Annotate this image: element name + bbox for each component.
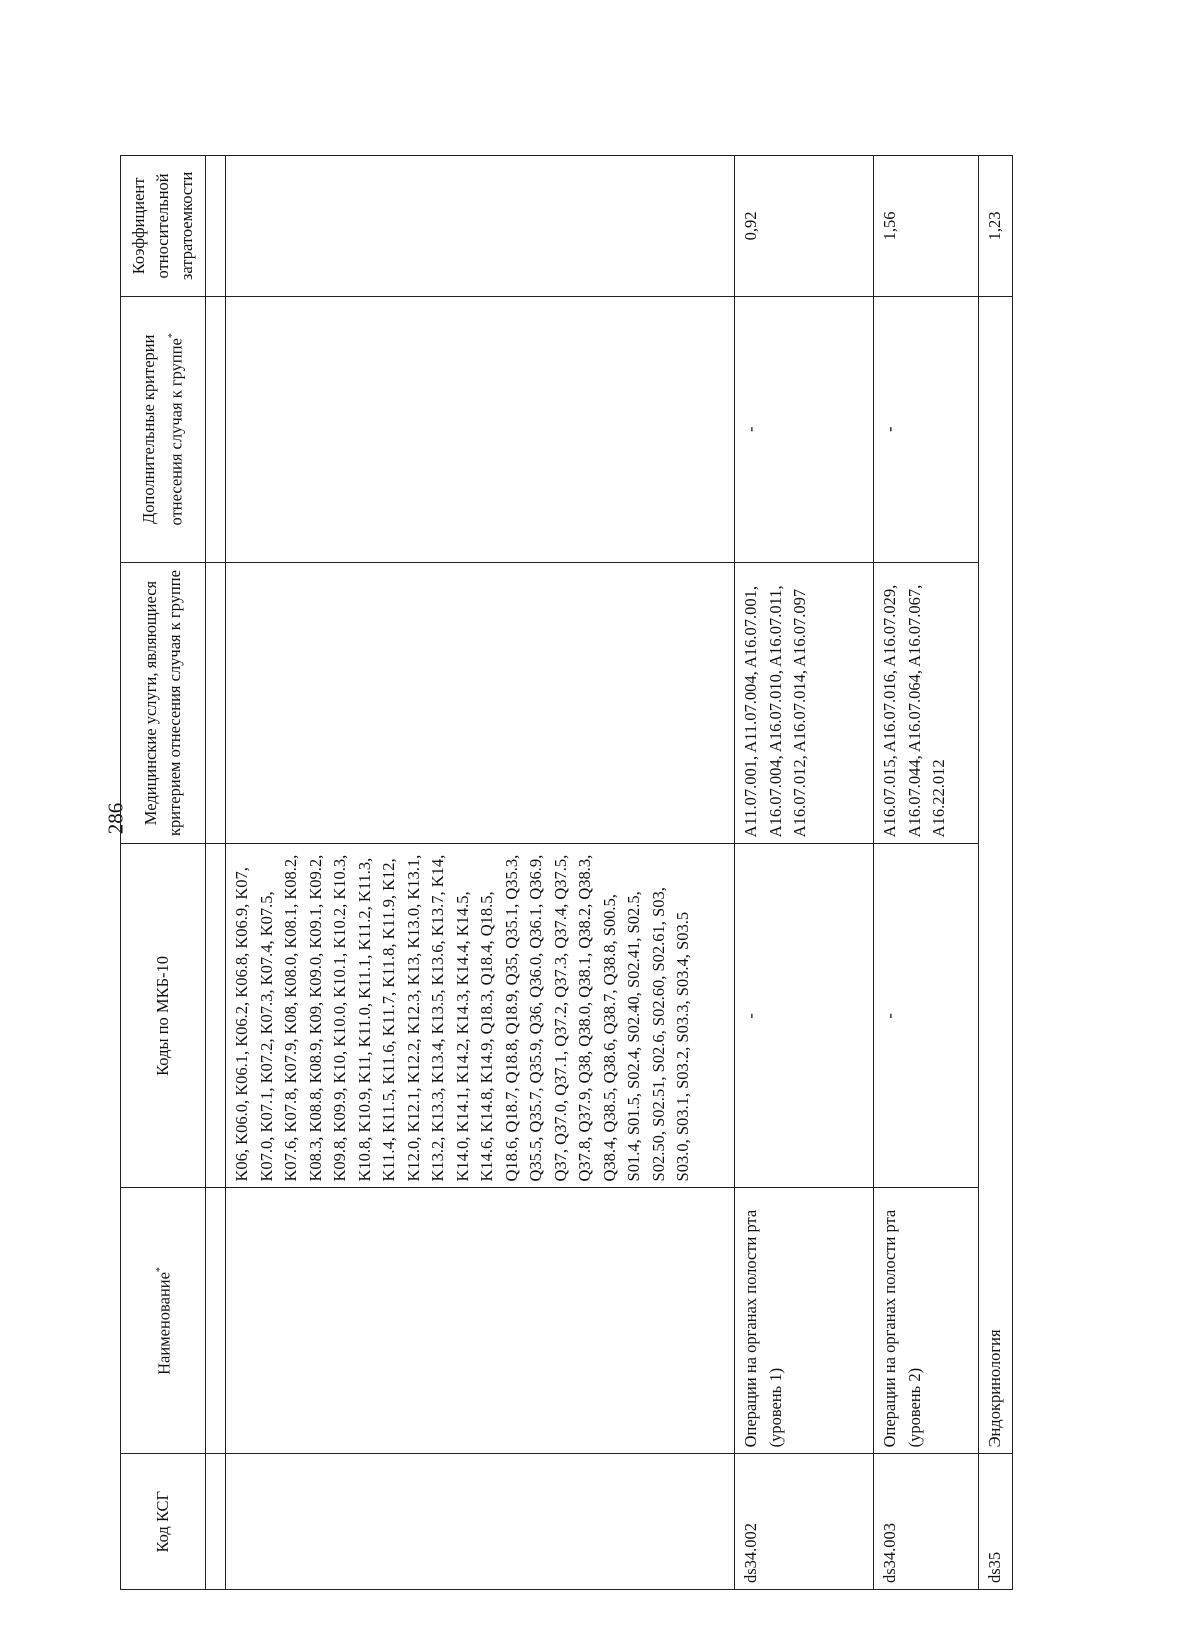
mkb-cell: - bbox=[874, 844, 979, 1188]
header-mkb: Коды по МКБ-10 bbox=[121, 844, 206, 1188]
spacer-cell bbox=[206, 1454, 226, 1590]
continued-name-cell bbox=[226, 1188, 735, 1454]
page-number: 286 bbox=[103, 802, 128, 835]
header-name-star: * bbox=[155, 1267, 167, 1273]
continued-mkb-cell: K06, K06.0, K06.1, K06.2, K06.8, K06.9, K07, K07.0, K07.1, K07.2, K07.3, K07.4, K07.5, K07.6, K07.8, K07.9, K08, K08.0, K08.1, K08.2, K08.3, K08.8, K08.9, K09, K09.0, K09.1, K09.2, K09.8, K09.9, K10, K10.0, K10.1, K10.2, K10.3, K10.8, K10.9, K11, K11.0, K11.1, K11.2, K11.3, K11.4, K11.5, K11.6, K11.7, K11.8, K11.9, K12, K12.0, K12.1, K12.2, K12.3, K13, K13.0, K13.1, K13.2, K13.3, K13.4, K13.5, K13.6, K13.7, K14, K14.0, K14.1, K14.2, K14.3, K14.4, K14.5, K14.6, K14.8, K14.9, Q18.3, Q18.4, Q18.5, Q18.6, Q18.7, Q18.8, Q18.9, Q35, Q35.1, Q35.3, Q35.5, Q35.7, Q35.9, Q36, Q36.0, Q36.1, Q36.9, Q37, Q37.0, Q37.1, Q37.2, Q37.3, Q37.4, Q37.5, Q37.8, Q37.9, Q38, Q38.0, Q38.1, Q38.2, Q38.3, Q38.4, Q38.5, Q38.6, Q38.7, Q38.8, S00.5, S01.4, S01.5, S02.4, S02.40, S02.41, S02.5, S02.50, S02.51, S02.6, S02.60, S02.61, S03, S03.0, S03.1, S03.2, S03.3, S03.4, S03.5 bbox=[226, 844, 735, 1188]
code-cell: ds35 bbox=[979, 1454, 1013, 1590]
name-cell: Операции на органах полости рта (уровень 2) bbox=[874, 1188, 979, 1454]
continued-code-cell bbox=[226, 1454, 735, 1590]
criteria-cell: - bbox=[735, 296, 874, 562]
header-criteria-text: Дополнительные критерии отнесения случая к группе bbox=[139, 334, 186, 526]
name-cell: Операции на органах полости рта (уровень 1) bbox=[735, 1188, 874, 1454]
table-row bbox=[979, 156, 1013, 1590]
header-code: Код КСГ bbox=[121, 1454, 206, 1590]
spacer-cell bbox=[206, 844, 226, 1188]
ksg-table bbox=[120, 155, 1013, 1590]
coef-cell: 1,56 bbox=[874, 156, 979, 297]
criteria-cell: - bbox=[874, 296, 979, 562]
header-name bbox=[121, 1188, 206, 1454]
spacer-cell bbox=[206, 156, 226, 297]
spacer-cell bbox=[206, 1188, 226, 1454]
mkb-cell: - bbox=[735, 844, 874, 1188]
table-row bbox=[874, 156, 979, 1590]
spacer-cell bbox=[206, 562, 226, 844]
continued-row bbox=[226, 156, 735, 1590]
spacer-row bbox=[206, 156, 226, 1590]
code-cell: ds34.003 bbox=[874, 1454, 979, 1590]
rotated-table-wrapper bbox=[120, 155, 1080, 1590]
spacer-cell bbox=[206, 296, 226, 562]
header-row bbox=[121, 156, 206, 1590]
continued-coef-cell bbox=[226, 156, 735, 297]
group-name-cell: Эндокринология bbox=[979, 296, 1013, 1454]
header-name-text: Наименование bbox=[154, 1272, 174, 1375]
table-row bbox=[735, 156, 874, 1590]
code-cell: ds34.002 bbox=[735, 1454, 874, 1590]
services-cell: A11.07.001, A11.07.004, A16.07.001, A16.07.004, A16.07.010, A16.07.011, A16.07.012, A16.07.014, A16.07.097 bbox=[735, 562, 874, 844]
continued-criteria-cell bbox=[226, 296, 735, 562]
header-services: Медицинские услуги, являющиеся критерием отнесения случая к группе bbox=[121, 562, 206, 844]
coef-cell: 1,23 bbox=[979, 156, 1013, 297]
coef-cell: 0,92 bbox=[735, 156, 874, 297]
header-criteria-star: * bbox=[167, 333, 179, 339]
services-cell: A16.07.015, A16.07.016, A16.07.029, A16.07.044, A16.07.064, A16.07.067, A16.22.012 bbox=[874, 562, 979, 844]
continued-services-cell bbox=[226, 562, 735, 844]
header-criteria bbox=[121, 296, 206, 562]
header-coef: Коэффициент относительной затратоемкости bbox=[121, 156, 206, 297]
